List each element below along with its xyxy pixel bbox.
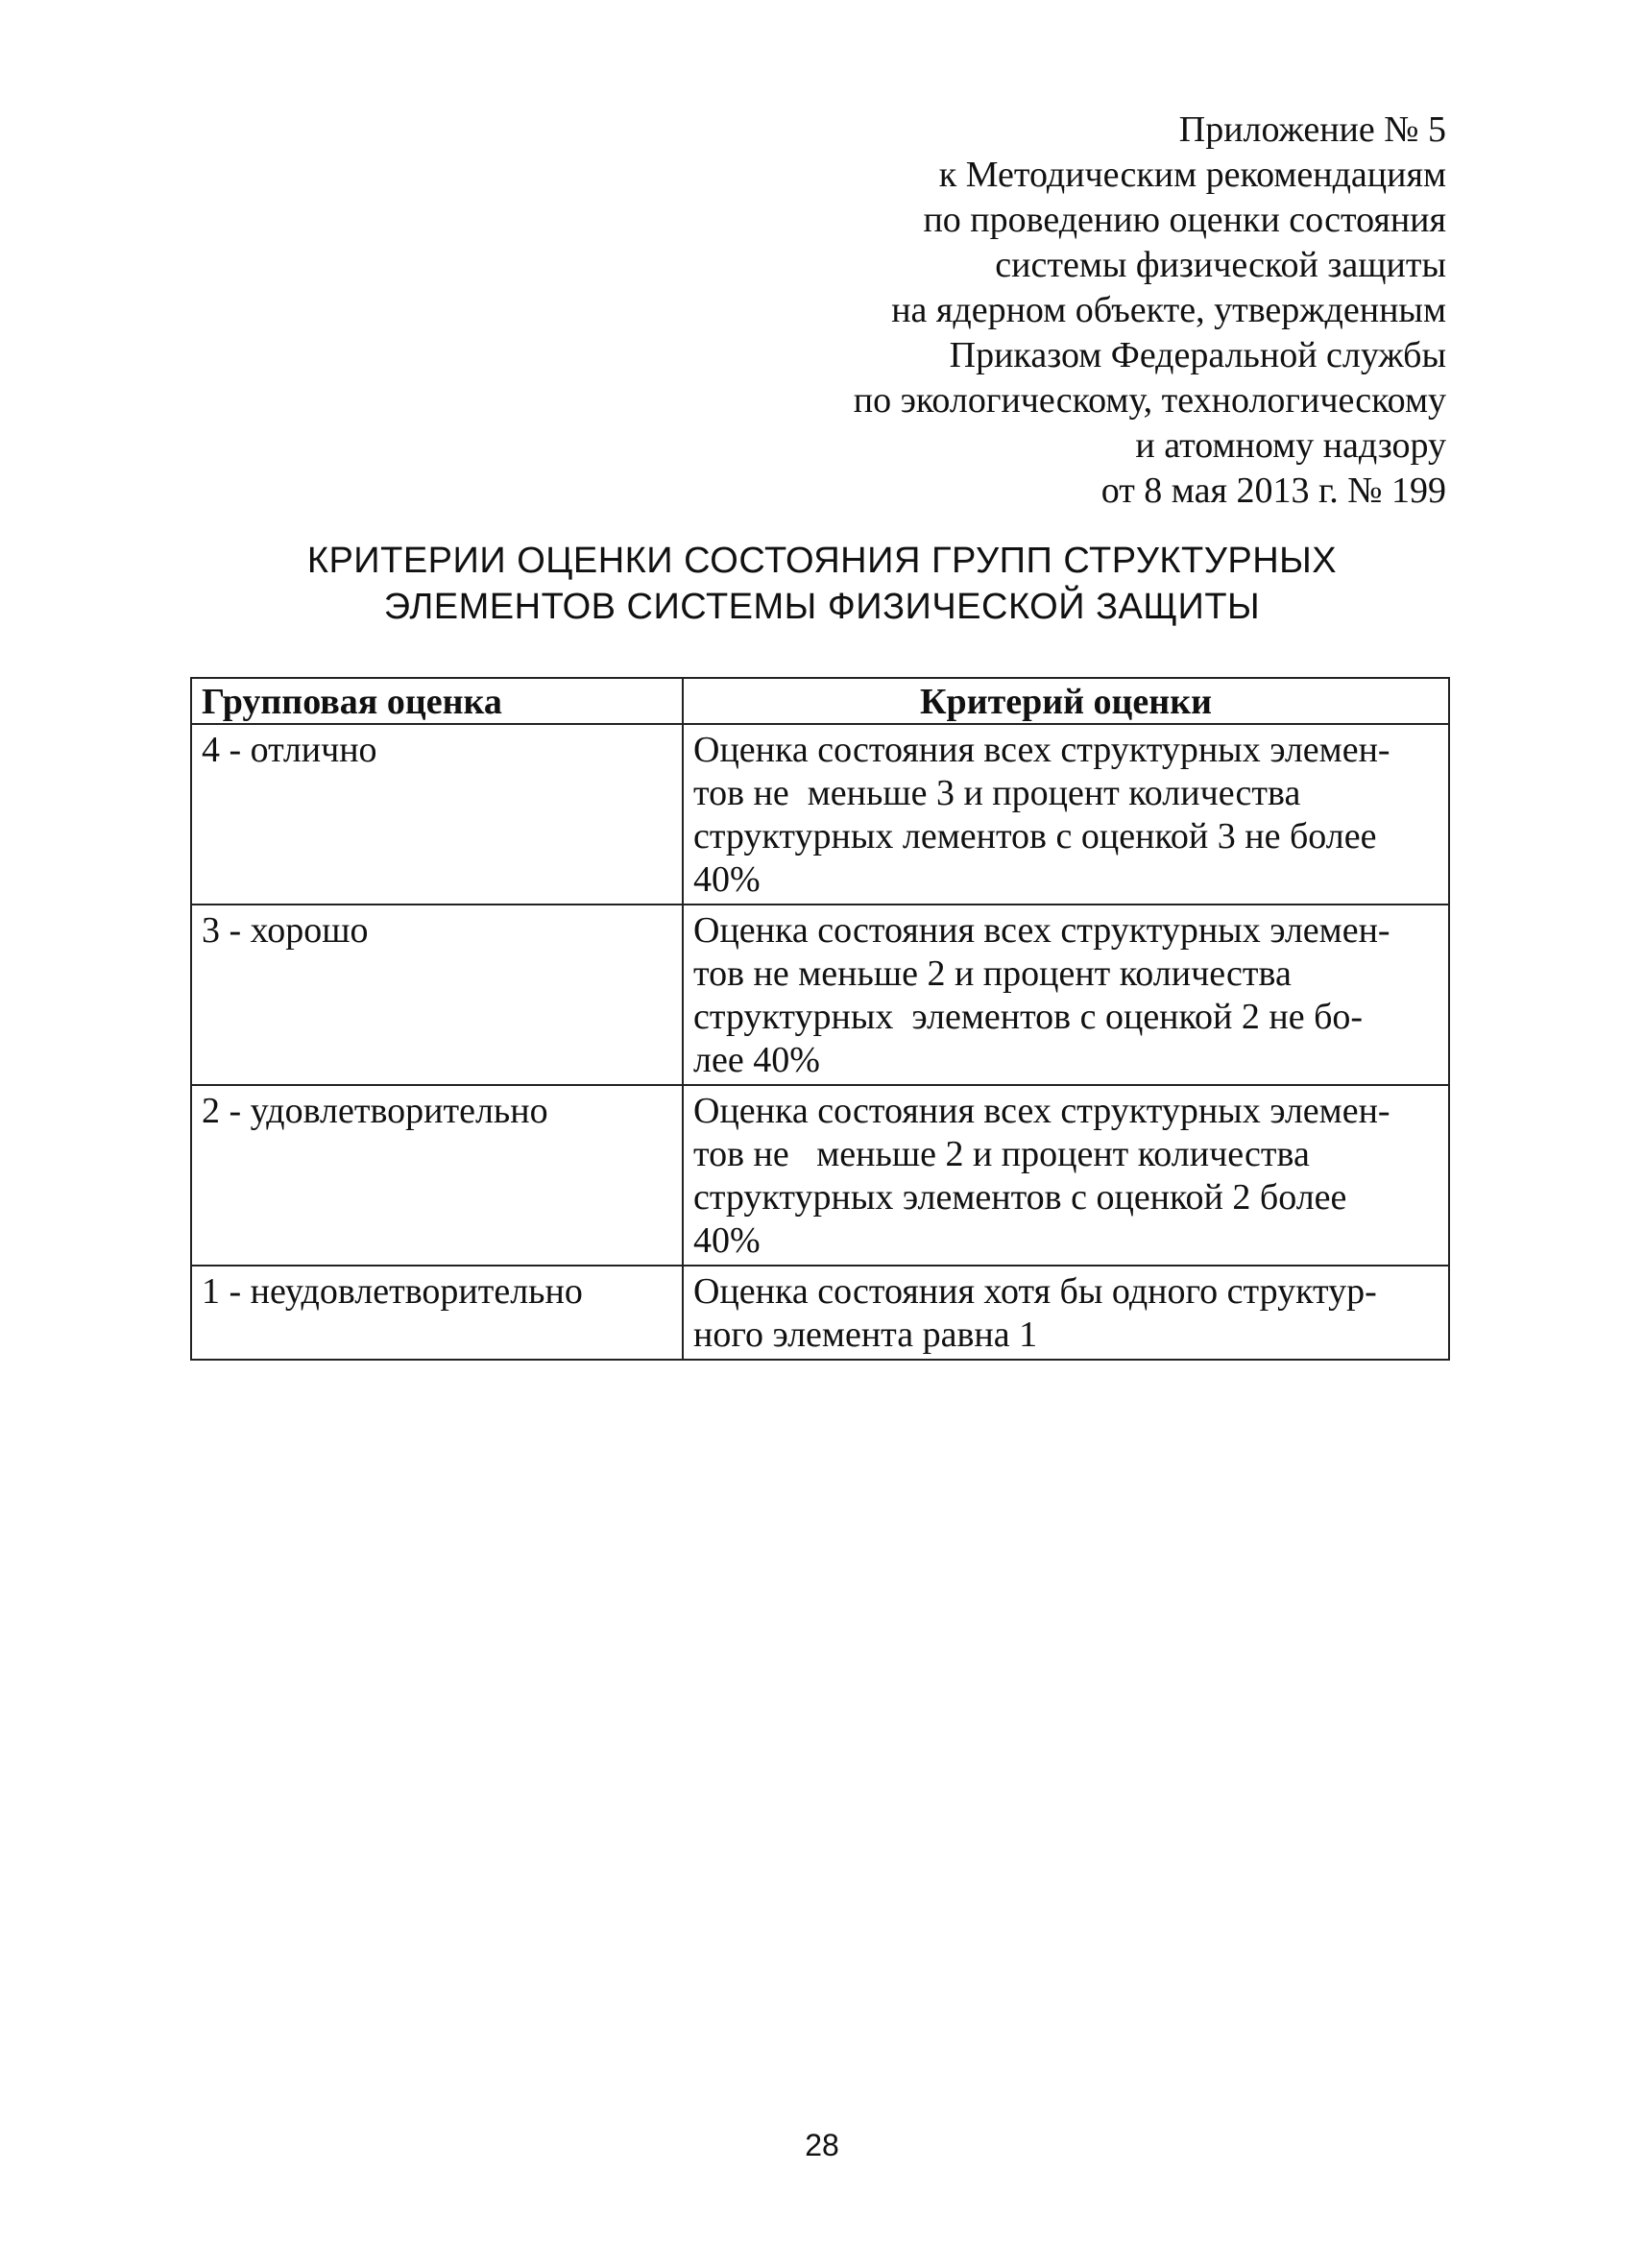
criterion-line: структурных лементов с оценкой 3 не более	[693, 816, 1377, 857]
grade-cell: 3 - хорошо	[191, 905, 683, 1085]
grade-cell: 1 - неудовлетворительно	[191, 1266, 683, 1360]
criterion-cell	[683, 1266, 1449, 1360]
table-row	[191, 1266, 1449, 1360]
criterion-line: ного элемента равна 1	[693, 1315, 1038, 1355]
criterion-line: Оценка состояния всех структурных элемен-	[693, 910, 1390, 951]
criterion-line: структурных элементов с оценкой 2 не бо-	[693, 997, 1364, 1037]
criterion-cell	[683, 724, 1449, 905]
criterion-line: 40%	[693, 859, 761, 900]
appendix-line: и атомному надзору	[1135, 425, 1446, 466]
table-row	[191, 1085, 1449, 1266]
criterion-line: Оценка состояния всех структурных элемен-	[693, 730, 1390, 770]
page-number: 28	[805, 2128, 839, 2162]
criterion-line: тов не меньше 2 и процент количества	[693, 953, 1292, 994]
header-group-grade: Групповая оценка	[191, 678, 683, 724]
appendix-line: Приказом Федеральной службы	[949, 335, 1446, 375]
criterion-line: 40%	[693, 1220, 761, 1261]
criterion-line: лее 40%	[693, 1040, 820, 1080]
appendix-line: по проведению оценки состояния	[923, 200, 1446, 240]
grade-cell: 2 - удовлетворительно	[191, 1085, 683, 1266]
criterion-line: тов не меньше 2 и процент количества	[693, 1134, 1310, 1174]
criterion-cell	[683, 905, 1449, 1085]
criterion-line: структурных элементов с оценкой 2 более	[693, 1177, 1347, 1218]
criterion-line: тов не меньше 3 и процент количества	[693, 773, 1301, 813]
criterion-line: Оценка состояния хотя бы одного структур-	[693, 1271, 1377, 1312]
table-row	[191, 724, 1449, 905]
header-criterion: Критерий оценки	[683, 678, 1449, 724]
table-row	[191, 905, 1449, 1085]
criteria-table	[190, 677, 1450, 1361]
criterion-line: Оценка состояния всех структурных элемен-	[693, 1091, 1390, 1131]
grade-cell: 4 - отлично	[191, 724, 683, 905]
table-header-row	[191, 678, 1449, 724]
title-line-2: ЭЛЕМЕНТОВ СИСТЕМЫ ФИЗИЧЕСКОЙ ЗАЩИТЫ	[383, 587, 1261, 627]
appendix-line: по экологическому, технологическому	[853, 380, 1446, 421]
appendix-line: системы физической защиты	[995, 245, 1446, 285]
appendix-line: к Методическим рекомендациям	[938, 155, 1446, 195]
appendix-line: на ядерном объекте, утвержденным	[891, 290, 1446, 330]
appendix-header	[854, 108, 1446, 514]
appendix-line: Приложение № 5	[1178, 109, 1446, 150]
appendix-line: от 8 мая 2013 г. № 199	[1100, 470, 1446, 511]
title-line-1: КРИТЕРИИ ОЦЕНКИ СОСТОЯНИЯ ГРУПП СТРУКТУРНЫХ	[306, 541, 1338, 581]
document-title	[0, 538, 1644, 630]
criterion-cell	[683, 1085, 1449, 1266]
